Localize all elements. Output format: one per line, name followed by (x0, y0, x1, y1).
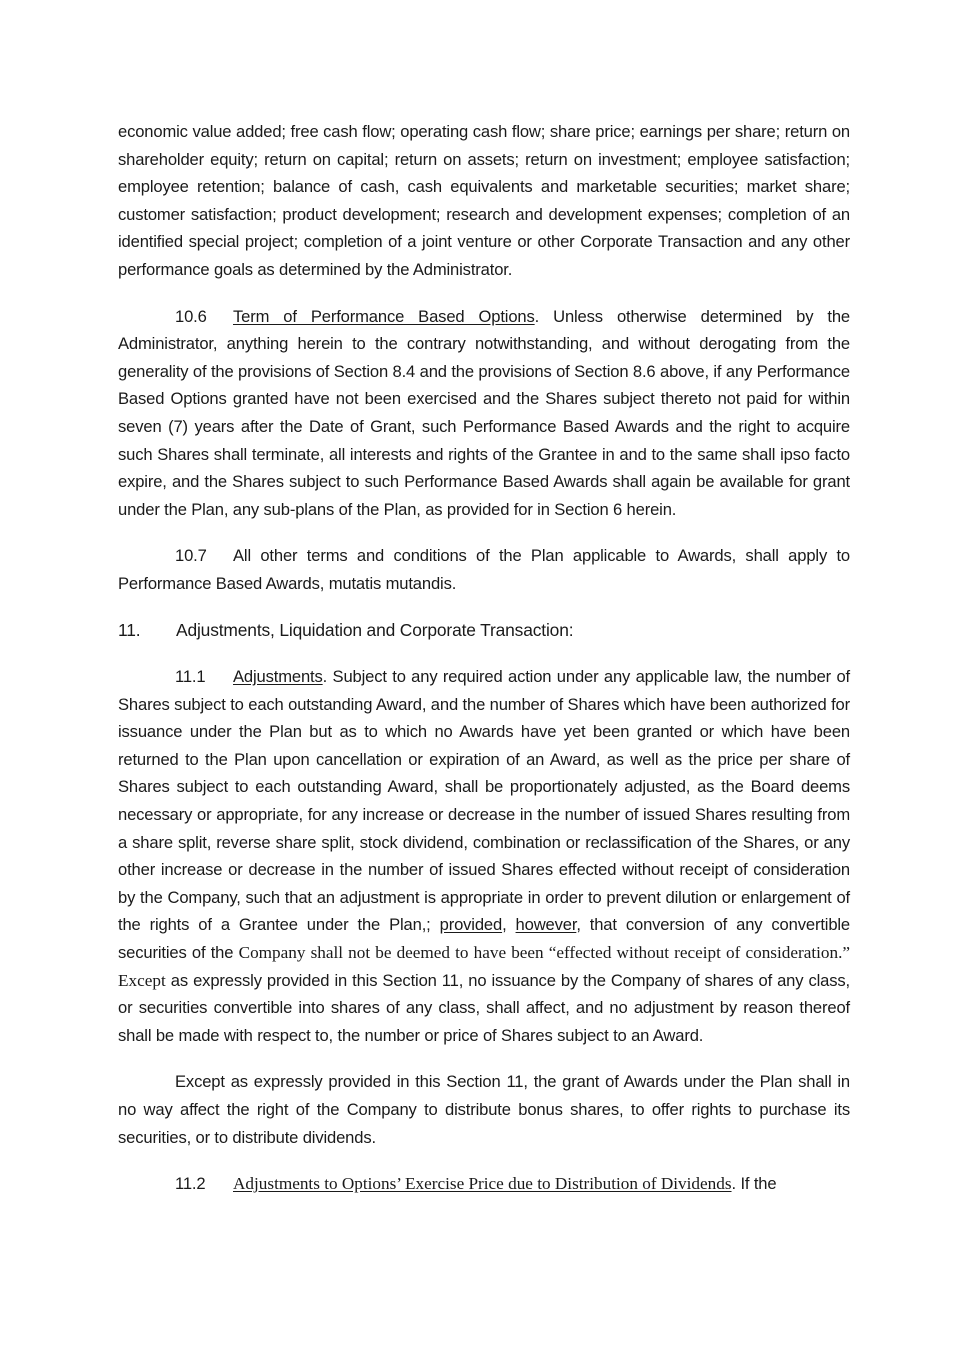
paragraph-performance-goals: economic value added; free cash flow; operating cash flow; share price; earnings per share; return on shareholder equity; return on capital; return on assets; return on investment; employee satisfaction; employee retention; balance of cash, cash equivalents and marketable securities; market share; customer satisfaction; product development; research and development expenses; completion of an identified special project; completion of a joint venture or other Corporate Transaction and any other performance goals as determined by the Administrator. (118, 122, 850, 279)
paragraph-dividends: Except as expressly provided in this Section 11, the grant of Awards under the Plan shall in no way affect the right of the Company to distribute bonus shares, to offer rights to purchase its securities, or to distribute dividends. (118, 1072, 850, 1147)
section-body-part-b: , that conversion of any convertible securities of the (118, 915, 851, 963)
section-body-part-c: as expressly provided in this Section 11, no issuance by the Company of shares of any class, or securities convertible into shares of any class, shall affect, and no adjustment by reason thereof shall be made with respect to, the number or price of Shares subject to an Award. (118, 970, 850, 1045)
section-11-heading (118, 617, 850, 645)
term-provided: provided (439, 915, 503, 935)
section-body-serif-part: Company shall not be deemed to have been “effected without receipt of consideration.” Except (118, 943, 851, 990)
section-10-6 (118, 303, 850, 524)
section-body: . Unless otherwise determined by the Administrator, anything herein to the contrary notwithstanding, and without derogating from the generality of the provisions of Section 8.4 and the provisions of Section 8.6 above, if any Performance Based Options granted have not been exercised and the Shares subject thereto not paid for within seven (7) years after the Date of Grant, such Performance Based Awards and the right to acquire such Shares shall terminate, all interests and rights of the Grantee in and to the same shall ipso facto expire, and the Shares subject to such Performance Based Awards shall again be available for grant under the Plan, any sub-plans of the Plan, as provided for in Section 6 herein. (118, 306, 850, 519)
section-number: 11. (118, 619, 141, 640)
section-body-part-a: . Subject to any required action under any applicable law, the number of Shares subject to each outstanding Award, and the number of Shares which have been authorized for issuance under the Plan but as to which no Awards have yet been granted or which have been returned to the Plan upon cancellation or expiration of an Award, as well as the price per share of Shares subject to each outstanding Award, shall be proportionately adjusted, as the Board deems necessary or appropriate, for any increase or decrease in the number of issued Shares resulting from a share split, reverse share split, stock dividend, combination or reclassification of the Shares, or any other increase or decrease in the number of issued Shares effected without receipt of consideration by the Company, such that an adjustment is appropriate in order to prevent dilution or enlargement of the rights of a Grantee under the Plan,; (118, 667, 850, 935)
section-title: Adjustments (233, 667, 323, 687)
section-number: 11.1 (175, 667, 206, 687)
section-title: Adjustments, Liquidation and Corporate Transaction: (176, 619, 574, 640)
term-however: however (515, 915, 577, 935)
section-body: All other terms and conditions of the Plan applicable to Awards, shall apply to Performance Based Awards, mutatis mutandis. (118, 546, 850, 593)
section-10-7 (118, 542, 850, 597)
section-title: Term of Performance Based Options (233, 306, 535, 326)
section-number: 11.2 (175, 1174, 206, 1194)
section-11-2 (118, 1170, 850, 1198)
section-title: Adjustments to Options’ Exercise Price due to Distribution of Dividends (233, 1174, 732, 1194)
document-body (118, 118, 850, 1217)
section-body: . If the (731, 1174, 777, 1194)
section-number: 10.6 (175, 306, 207, 326)
section-11-1 (118, 663, 850, 1049)
separator-comma: , (502, 915, 516, 935)
section-number: 10.7 (175, 546, 207, 566)
